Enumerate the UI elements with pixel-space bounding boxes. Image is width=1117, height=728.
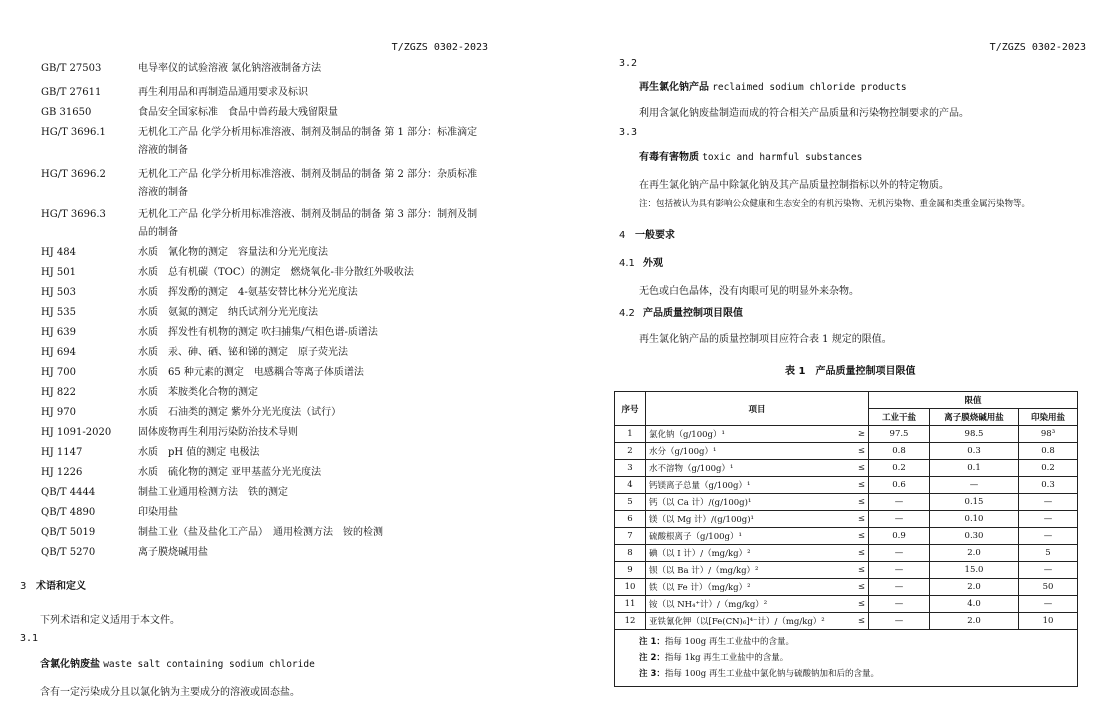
note-label: 注 3： <box>639 669 665 679</box>
row-item: 钙（以 Ca 计）/(g/100g)¹ <box>646 494 843 511</box>
note-text: 指每 100g 再生工业盐中氯化钠与硫酸钠加和后的含量。 <box>664 669 879 679</box>
value-dyeing-salt: — <box>1019 562 1078 579</box>
reference-code: HJ 535 <box>41 307 76 318</box>
row-item: 铁（以 Fe 计）（mg/kg）² <box>646 579 843 596</box>
value-dyeing-salt: — <box>1019 596 1078 613</box>
value-industrial-salt: — <box>869 562 930 579</box>
reference-title: 印染用盐 <box>138 507 178 518</box>
reference-code: GB 31650 <box>41 107 92 118</box>
section-3-intro: 下列术语和定义适用于本文件。 <box>40 615 180 626</box>
value-industrial-salt: — <box>869 579 930 596</box>
table-row <box>615 460 1078 477</box>
row-operator: ≤ <box>842 562 869 579</box>
reference-code: HJ 639 <box>41 327 76 338</box>
quality-limits-table <box>614 391 1078 687</box>
reference-title: 再生利用品和再制造品通用要求及标识 <box>138 87 308 98</box>
row-operator: ≤ <box>842 596 869 613</box>
reference-title: 水质 苯胺类化合物的测定 <box>138 387 258 398</box>
row-number: 12 <box>615 613 646 630</box>
left-page <box>0 0 558 728</box>
row-item: 水分（g/100g）¹ <box>646 443 843 460</box>
header-no: 序号 <box>615 392 646 426</box>
table-notes <box>615 630 1078 687</box>
header-limit: 限值 <box>869 392 1078 409</box>
term-3-3-title: 有毒有害物质 toxic and harmful substances <box>639 152 863 163</box>
row-item: 氯化钠（g/100g）¹ <box>646 426 843 443</box>
table-row <box>615 528 1078 545</box>
term-3-1-title: 含氯化钠废盐 waste salt containing sodium chloride <box>40 659 315 670</box>
value-dyeing-salt: 10 <box>1019 613 1078 630</box>
note-label: 注 2： <box>639 653 665 663</box>
reference-code: GB/T 27503 <box>41 63 102 74</box>
row-item: 铵（以 NH₄⁺计）/（mg/kg）² <box>646 596 843 613</box>
reference-title: 电导率仪的试验溶液 氯化钠溶液制备方法 <box>138 63 322 74</box>
row-item: 镁（以 Mg 计）/(g/100g)¹ <box>646 511 843 528</box>
row-operator: ≤ <box>842 460 869 477</box>
value-industrial-salt: — <box>869 596 930 613</box>
reference-code: GB/T 27611 <box>41 87 102 98</box>
row-item: 硫酸根离子（g/100g）¹ <box>646 528 843 545</box>
reference-code: QB/T 5019 <box>41 527 96 538</box>
note-label: 注 1： <box>639 637 665 647</box>
reference-title: 离子膜烧碱用盐 <box>138 547 208 558</box>
header-col-2: 离子膜烧碱用盐 <box>930 409 1019 426</box>
reference-code: HJ 1147 <box>41 447 83 458</box>
row-number: 11 <box>615 596 646 613</box>
row-item: 钙镁离子总量（g/100g）¹ <box>646 477 843 494</box>
reference-code: HJ 700 <box>41 367 76 378</box>
row-number: 9 <box>615 562 646 579</box>
row-item: 水不溶物（g/100g）¹ <box>646 460 843 477</box>
row-item: 碘（以 I 计）/（mg/kg）² <box>646 545 843 562</box>
reference-code: HJ 822 <box>41 387 76 398</box>
value-dyeing-salt: — <box>1019 494 1078 511</box>
row-item: 钡（以 Ba 计）/（mg/kg）² <box>646 562 843 579</box>
section-4-heading: 4 一般要求 <box>619 230 675 241</box>
note-text: 指每 1kg 再生工业盐中的含量。 <box>664 653 789 663</box>
reference-code: HJ 501 <box>41 267 76 278</box>
reference-code: QB/T 5270 <box>41 547 96 558</box>
row-number: 6 <box>615 511 646 528</box>
row-operator: ≤ <box>842 511 869 528</box>
value-industrial-salt: 0.8 <box>869 443 930 460</box>
table-row <box>615 596 1078 613</box>
reference-title: 食品安全国家标准 食品中兽药最大残留限量 <box>138 107 338 118</box>
reference-title: 水质 氰化物的测定 容量法和分光光度法 <box>138 247 328 258</box>
row-operator: ≤ <box>842 613 869 630</box>
term-3-3-note: 注：包括被认为具有影响公众健康和生态安全的有机污染物、无机污染物、重金属和类重金属污染物等。 <box>639 199 1031 209</box>
value-membrane-salt: 98.5 <box>930 426 1019 443</box>
row-number: 8 <box>615 545 646 562</box>
reference-code: HJ 1226 <box>41 467 83 478</box>
reference-title: 水质 挥发性有机物的测定 吹扫捕集/气相色谱-质谱法 <box>138 327 378 338</box>
value-membrane-salt: — <box>930 477 1019 494</box>
reference-title: 无机化工产品 化学分析用标准溶液、制剂及制品的制备 第 3 部分：制剂及制品的制备 <box>138 209 478 238</box>
value-industrial-salt: 97.5 <box>869 426 930 443</box>
row-number: 7 <box>615 528 646 545</box>
value-membrane-salt: 0.30 <box>930 528 1019 545</box>
value-industrial-salt: 0.6 <box>869 477 930 494</box>
header-col-3: 印染用盐 <box>1019 409 1078 426</box>
reference-title: 制盐工业通用检测方法 铁的测定 <box>138 487 288 498</box>
value-dyeing-salt: 98³ <box>1019 426 1078 443</box>
value-membrane-salt: 2.0 <box>930 545 1019 562</box>
section-4-2-text: 再生氯化钠产品的质量控制项目应符合表 1 规定的限值。 <box>639 334 892 345</box>
reference-title: 水质 硫化物的测定 亚甲基蓝分光光度法 <box>138 467 322 478</box>
section-4-1-text: 无色或白色晶体，没有肉眼可见的明显外来杂物。 <box>639 286 859 297</box>
value-membrane-salt: 0.3 <box>930 443 1019 460</box>
value-dyeing-salt: 0.2 <box>1019 460 1078 477</box>
row-number: 3 <box>615 460 646 477</box>
table-caption: 表 1 产品质量控制项目限值 <box>785 366 916 377</box>
table-row <box>615 494 1078 511</box>
reference-code: HJ 1091-2020 <box>41 427 112 438</box>
table-row <box>615 443 1078 460</box>
table-body <box>615 426 1078 630</box>
row-operator: ≤ <box>842 579 869 596</box>
row-number: 10 <box>615 579 646 596</box>
table-note <box>639 634 1053 650</box>
reference-code: HJ 503 <box>41 287 76 298</box>
value-dyeing-salt: 0.8 <box>1019 443 1078 460</box>
reference-code: QB/T 4444 <box>41 487 96 498</box>
value-dyeing-salt: 50 <box>1019 579 1078 596</box>
value-dyeing-salt: 0.3 <box>1019 477 1078 494</box>
value-membrane-salt: 0.15 <box>930 494 1019 511</box>
value-industrial-salt: — <box>869 494 930 511</box>
value-industrial-salt: 0.2 <box>869 460 930 477</box>
table-row <box>615 511 1078 528</box>
value-membrane-salt: 2.0 <box>930 613 1019 630</box>
reference-title: 水质 挥发酚的测定 4-氨基安替比林分光光度法 <box>138 287 358 298</box>
row-operator: ≥ <box>842 426 869 443</box>
table-note <box>639 666 1053 682</box>
term-3-3-number: 3.3 <box>619 127 638 138</box>
header-item: 项目 <box>646 392 869 426</box>
reference-code: HJ 694 <box>41 347 76 358</box>
row-operator: ≤ <box>842 494 869 511</box>
value-industrial-salt: — <box>869 545 930 562</box>
value-industrial-salt: — <box>869 511 930 528</box>
section-3-heading: 3 术语和定义 <box>20 581 86 592</box>
row-operator: ≤ <box>842 443 869 460</box>
reference-title: 水质 65 种元素的测定 电感耦合等离子体质谱法 <box>138 367 364 378</box>
reference-title: 水质 石油类的测定 紫外分光光度法（试行） <box>138 407 342 418</box>
row-item: 亚铁氰化钾（以[Fe(CN)₆]⁴⁻计）/（mg/kg）² <box>646 613 843 630</box>
reference-code: HJ 484 <box>41 247 76 258</box>
row-number: 4 <box>615 477 646 494</box>
value-dyeing-salt: 5 <box>1019 545 1078 562</box>
value-industrial-salt: 0.9 <box>869 528 930 545</box>
value-membrane-salt: 2.0 <box>930 579 1019 596</box>
table-row <box>615 562 1078 579</box>
value-dyeing-salt: — <box>1019 511 1078 528</box>
reference-title: 无机化工产品 化学分析用标准溶液、制剂及制品的制备 第 2 部分：杂质标准溶液的制备 <box>138 169 478 198</box>
reference-title: 水质 总有机碳（TOC）的测定 燃烧氧化-非分散红外吸收法 <box>138 267 414 278</box>
value-membrane-salt: 0.1 <box>930 460 1019 477</box>
right-page <box>558 0 1117 728</box>
row-operator: ≤ <box>842 545 869 562</box>
reference-title: 水质 氨氮的测定 纳氏试剂分光光度法 <box>138 307 318 318</box>
term-3-2-number: 3.2 <box>619 58 638 69</box>
header-col-1: 工业干盐 <box>869 409 930 426</box>
value-membrane-salt: 4.0 <box>930 596 1019 613</box>
section-4-1-heading: 4.1 外观 <box>619 258 663 269</box>
reference-title: 水质 pH 值的测定 电极法 <box>138 447 260 458</box>
note-text: 指每 100g 再生工业盐中的含量。 <box>664 637 794 647</box>
row-operator: ≤ <box>842 477 869 494</box>
reference-code: QB/T 4890 <box>41 507 96 518</box>
row-number: 1 <box>615 426 646 443</box>
value-dyeing-salt: — <box>1019 528 1078 545</box>
standard-code: T/ZGZS 0302-2023 <box>391 42 488 53</box>
reference-title: 制盐工业（盐及盐化工产品） 通用检测方法 铵的检测 <box>138 527 383 538</box>
value-membrane-salt: 15.0 <box>930 562 1019 579</box>
section-4-2-heading: 4.2 产品质量控制项目限值 <box>619 308 743 319</box>
table-row <box>615 613 1078 630</box>
reference-code: HG/T 3696.3 <box>41 209 106 220</box>
table-note <box>639 650 1053 666</box>
term-3-3-definition: 在再生氯化钠产品中除氯化钠及其产品质量控制指标以外的特定物质。 <box>639 180 949 191</box>
value-industrial-salt: — <box>869 613 930 630</box>
row-operator: ≤ <box>842 528 869 545</box>
table-row <box>615 545 1078 562</box>
standard-code: T/ZGZS 0302-2023 <box>989 42 1086 53</box>
term-3-2-title: 再生氯化钠产品 reclaimed sodium chloride products <box>639 82 907 93</box>
table-row <box>615 426 1078 443</box>
term-3-2-definition: 利用含氯化钠废盐制造而成的符合相关产品质量和污染物控制要求的产品。 <box>639 108 969 119</box>
row-number: 5 <box>615 494 646 511</box>
reference-code: HJ 970 <box>41 407 76 418</box>
term-3-1-number: 3.1 <box>20 633 39 644</box>
value-membrane-salt: 0.10 <box>930 511 1019 528</box>
table-row <box>615 579 1078 596</box>
reference-code: HG/T 3696.1 <box>41 127 106 138</box>
term-3-1-definition: 含有一定污染成分且以氯化钠为主要成分的溶液或固态盐。 <box>40 687 300 698</box>
row-number: 2 <box>615 443 646 460</box>
reference-title: 固体废物再生利用污染防治技术导则 <box>138 427 298 438</box>
reference-code: HG/T 3696.2 <box>41 169 106 180</box>
reference-title: 水质 汞、砷、硒、铋和锑的测定 原子荧光法 <box>138 347 348 358</box>
reference-title: 无机化工产品 化学分析用标准溶液、制剂及制品的制备 第 1 部分：标准滴定溶液的制备 <box>138 127 478 156</box>
table-row <box>615 477 1078 494</box>
